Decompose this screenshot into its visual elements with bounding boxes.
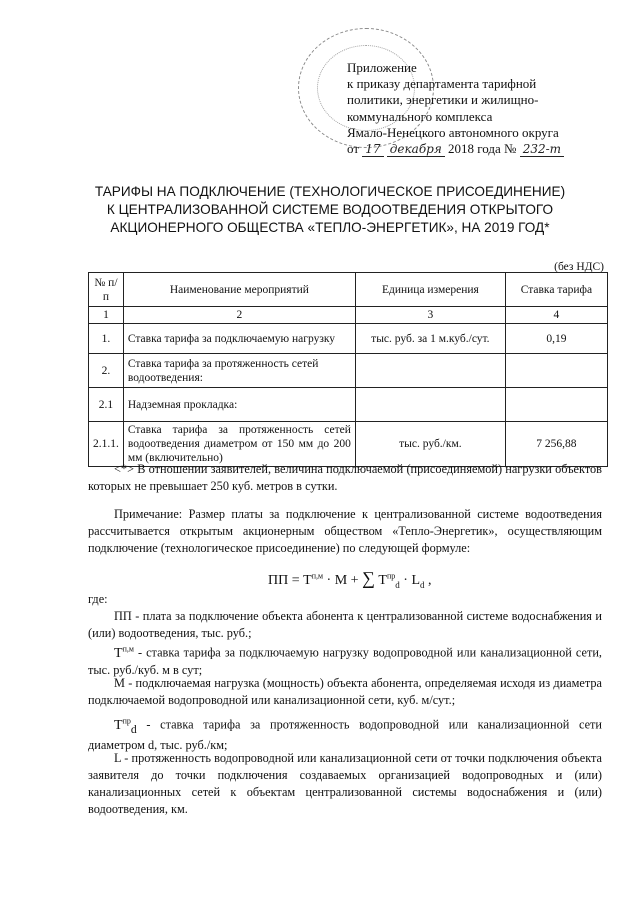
formula-td-sup: пр (386, 571, 396, 581)
row-rate (505, 388, 607, 422)
appendix-line: к приказу департамента тарифной (347, 76, 537, 92)
formula-sum: ∑ (362, 568, 375, 588)
footnote: <*> В отношении заявителей, величина подключаемой (присоединяемой) нагрузки объектов которых не превышает 250 куб. метров в сутки. (88, 462, 602, 493)
appendix-line: Ямало-Ненецкого автономного округа (347, 124, 559, 140)
row-unit (355, 354, 505, 388)
row-name: Ставка тарифа за протяженность сетей водоотведения: (123, 354, 355, 388)
def-m: М - подключаемая нагрузка (мощность) объекта абонента, определяемая исходя из диаметра подключаемой водопроводной или канализационной сети, куб. м/сут.; (88, 676, 602, 707)
def-t-text: - ставка тарифа за подключаемую нагрузку водопроводной или канализационной сети, тыс. руб./куб. м в сут; (88, 645, 602, 677)
title-line: ТАРИФЫ НА ПОДКЛЮЧЕНИЕ (ТЕХНОЛОГИЧЕСКОЕ ПРИСОЕДИНЕНИЕ) (94, 184, 566, 199)
def-t (88, 640, 602, 679)
row-rate (505, 354, 607, 388)
formula-t-sup: п,м (311, 571, 324, 581)
def-td-sup: пр (122, 716, 131, 725)
colnum-cell: 1 (89, 307, 124, 324)
header-rate: Ставка тарифа (505, 273, 607, 307)
row-num: 2. (89, 354, 124, 388)
row-name: Ставка тарифа за протяженность сетей водоотведения диаметром от 150 мм до 200 мм (включительно) (123, 422, 355, 467)
def-td-sub: d (130, 722, 137, 736)
appendix-line: коммунального комплекса (347, 108, 493, 124)
row-rate: 7 256,88 (505, 422, 607, 467)
header-name: Наименование мероприятий (123, 273, 355, 307)
table-row (89, 324, 608, 354)
title-line: АКЦИОНЕРНОГО ОБЩЕСТВА «ТЕПЛО-ЭНЕРГЕТИК», НА 2019 ГОД* (110, 220, 550, 235)
date-month: декабря (387, 143, 445, 157)
tariff-table (88, 272, 608, 467)
appendix-date-line (347, 141, 617, 157)
row-unit: тыс. руб./км. (355, 422, 505, 467)
row-unit (355, 388, 505, 422)
row-name: Ставка тарифа за подключаемую нагрузку (123, 324, 355, 354)
formula-l: L (411, 573, 420, 588)
formula-plus: + (350, 573, 359, 588)
row-rate: 0,19 (505, 324, 607, 354)
formula-t: Т (303, 573, 312, 588)
formula-td: Т (378, 573, 387, 588)
title-line: К ЦЕНТРАЛИЗОВАННОЙ СИСТЕМЕ ВОДООТВЕДЕНИЯ ОТКРЫТОГО (106, 202, 554, 217)
header-num: № п/п (89, 273, 124, 307)
row-num: 2.1.1. (89, 422, 124, 467)
table-row (89, 354, 608, 388)
def-pp: ПП - плата за подключение объекта абонента к централизованной системе водоснабжения и (или) водоотведения, тыс. руб.; (88, 609, 602, 640)
appendix-line: Приложение (347, 60, 417, 75)
row-unit: тыс. руб. за 1 м.куб./сут. (355, 324, 505, 354)
formula-dot: · (326, 573, 332, 588)
def-l: L - протяженность водопроводной или канализационной сети от точки подключения объекта заявителя до точки подключения создаваемых организацией водопроводных и (или) канализационных сетей к объектам централизованной системы водоснабжения и (или) водоотведения, км. (88, 751, 602, 816)
date-year: 2018 года № (448, 141, 517, 157)
row-num: 1. (89, 324, 124, 354)
order-number: 232-т (520, 143, 564, 157)
def-td-symbol: Т (114, 717, 123, 733)
fee-formula (268, 568, 432, 590)
table-colnum-row (89, 307, 608, 324)
formula-m: М (334, 573, 348, 588)
def-td (88, 712, 602, 754)
table-row (89, 388, 608, 422)
date-prefix: от (347, 141, 360, 157)
colnum-cell: 3 (355, 307, 505, 324)
def-td-text: - ставка тарифа за протяженность водопроводной или канализационной сети диаметром d, тыс. руб./км; (88, 717, 602, 753)
row-num: 2.1 (89, 388, 124, 422)
appendix-header (347, 60, 617, 157)
document-title (60, 183, 600, 237)
formula-comma: , (424, 573, 432, 588)
date-day: 17 (362, 143, 383, 157)
formula-dot: · (403, 573, 408, 588)
def-t-sup: п,м (122, 644, 134, 653)
header-unit: Единица измерения (355, 273, 505, 307)
table-header-row (89, 273, 608, 307)
row-name: Надземная прокладка: (123, 388, 355, 422)
appendix-line: политики, энергетики и жилищно- (347, 92, 539, 108)
where-label: где: (88, 592, 108, 606)
formula-equals: = (291, 573, 300, 588)
colnum-cell: 4 (505, 307, 607, 324)
def-t-symbol: Т (114, 645, 123, 661)
vat-note: (без НДС) (554, 261, 604, 273)
formula-td-sub: d (395, 579, 400, 590)
colnum-cell: 2 (123, 307, 355, 324)
formula-l-sub: d (420, 579, 425, 590)
formula-lhs: ПП (268, 573, 289, 588)
note-paragraph: Примечание: Размер платы за подключение к централизованной системе водоотведения рассчитывается открытым акционерным обществом «Тепло-Энергетик», осуществляющим подключение (технологическое присоединение) по следующей формуле: (88, 507, 602, 555)
table-row (89, 422, 608, 467)
